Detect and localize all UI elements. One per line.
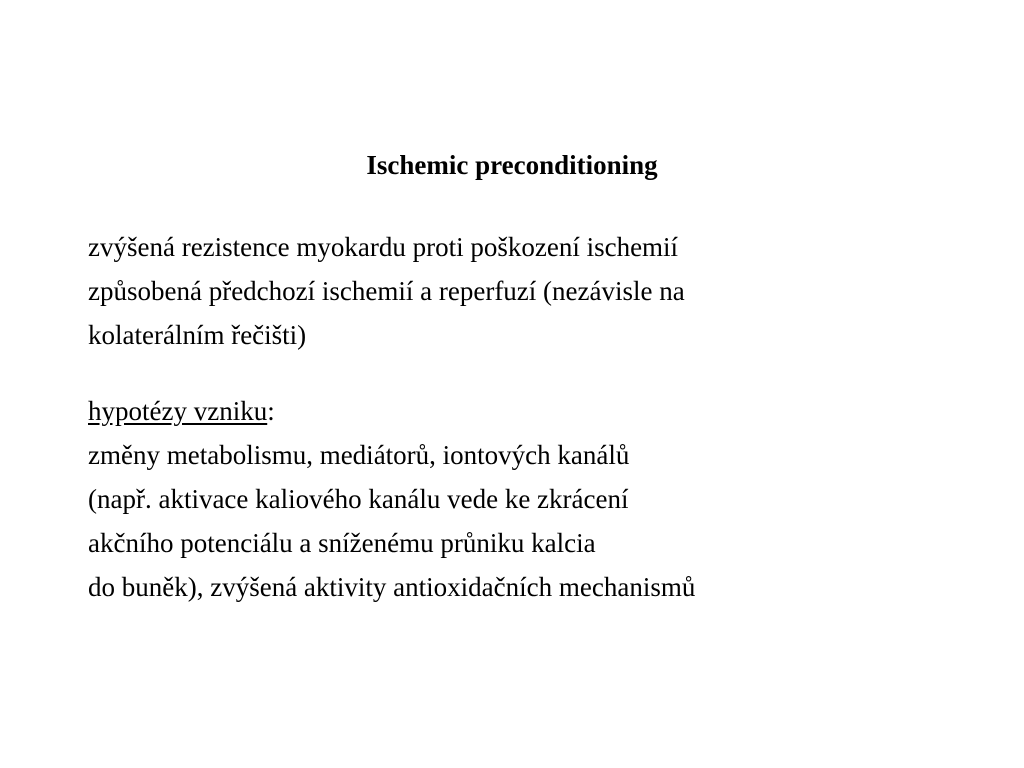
hypotheses-line-3: akčního potenciálu a sníženému průniku kalcia — [88, 528, 596, 558]
definition-line-3: kolaterálním řečišti) — [88, 320, 307, 350]
hypotheses-heading-colon: : — [267, 396, 275, 426]
hypotheses-line-4: do buněk), zvýšená aktivity antioxidačních mechanismů — [88, 572, 696, 602]
hypotheses-line-1: změny metabolismu, mediátorů, iontových kanálů — [88, 440, 630, 470]
hypotheses-paragraph — [88, 389, 695, 609]
definition-paragraph — [88, 225, 685, 357]
definition-line-1: zvýšená rezistence myokardu proti poškození ischemií — [88, 232, 679, 262]
hypotheses-line-2: (např. aktivace kaliového kanálu vede ke zkrácení — [88, 484, 629, 514]
hypotheses-heading-line — [88, 389, 695, 433]
slide-title: Ischemic preconditioning — [366, 150, 658, 180]
definition-line-2: způsobená předchozí ischemií a reperfuzí (nezávisle na — [88, 276, 685, 306]
hypotheses-heading: hypotézy vzniku — [88, 396, 268, 426]
